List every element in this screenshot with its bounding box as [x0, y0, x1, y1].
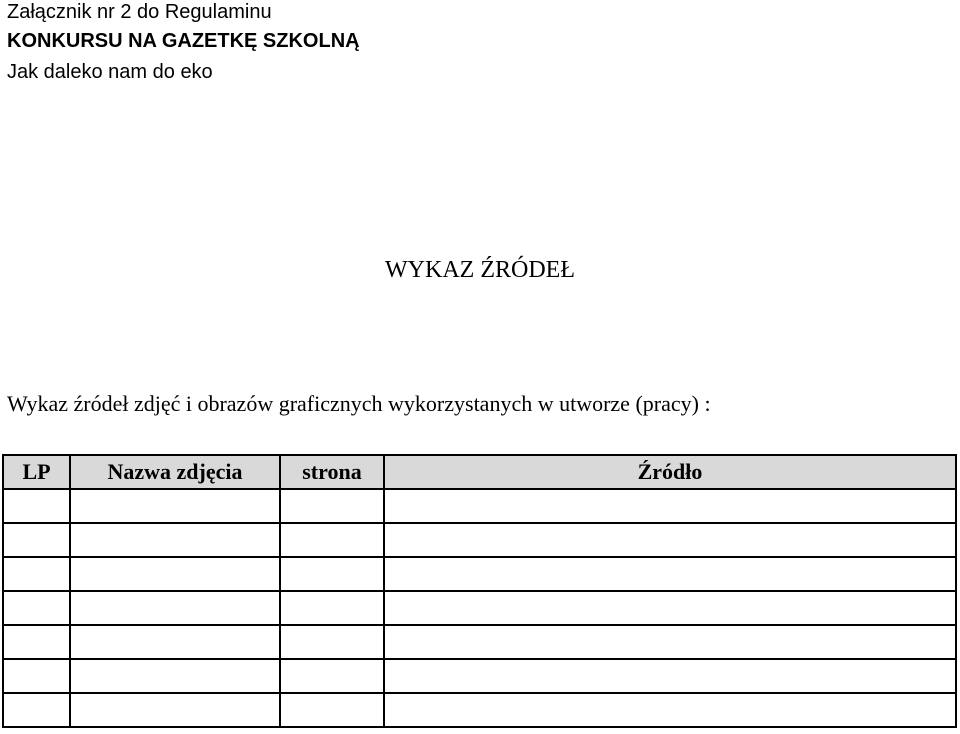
- cell-lp: [3, 523, 70, 557]
- cell-lp: [3, 659, 70, 693]
- column-header-source: Źródło: [384, 455, 956, 489]
- cell-page: [280, 625, 384, 659]
- column-header-photo-name: Nazwa zdjęcia: [70, 455, 280, 489]
- cell-lp: [3, 591, 70, 625]
- cell-photo-name: [70, 625, 280, 659]
- cell-source: [384, 557, 956, 591]
- cell-page: [280, 693, 384, 727]
- table-row: [3, 523, 956, 557]
- cell-source: [384, 489, 956, 523]
- annex-label: Załącznik nr 2 do Regulaminu: [7, 1, 272, 23]
- cell-lp: [3, 693, 70, 727]
- column-header-lp: LP: [3, 455, 70, 489]
- cell-photo-name: [70, 659, 280, 693]
- cell-source: [384, 659, 956, 693]
- cell-source: [384, 625, 956, 659]
- document-title: WYKAZ ŹRÓDEŁ: [385, 257, 575, 283]
- sources-table: [2, 454, 957, 728]
- table-row: [3, 659, 956, 693]
- table-row: [3, 489, 956, 523]
- cell-page: [280, 557, 384, 591]
- cell-source: [384, 523, 956, 557]
- intro-text: Wykaz źródeł zdjęć i obrazów graficznych wykorzystanych w utworze (pracy) :: [7, 391, 711, 416]
- cell-page: [280, 591, 384, 625]
- table-header-row: [3, 455, 956, 489]
- cell-photo-name: [70, 591, 280, 625]
- cell-source: [384, 591, 956, 625]
- cell-page: [280, 489, 384, 523]
- cell-lp: [3, 489, 70, 523]
- table-row: [3, 693, 956, 727]
- cell-lp: [3, 625, 70, 659]
- contest-theme: Jak daleko nam do eko: [7, 61, 213, 83]
- table-row: [3, 625, 956, 659]
- table-row: [3, 591, 956, 625]
- cell-photo-name: [70, 557, 280, 591]
- column-header-page: strona: [280, 455, 384, 489]
- cell-photo-name: [70, 523, 280, 557]
- cell-source: [384, 693, 956, 727]
- table-row: [3, 557, 956, 591]
- cell-photo-name: [70, 489, 280, 523]
- cell-page: [280, 659, 384, 693]
- cell-page: [280, 523, 384, 557]
- cell-lp: [3, 557, 70, 591]
- cell-photo-name: [70, 693, 280, 727]
- contest-title: KONKURSU NA GAZETKĘ SZKOLNĄ: [7, 30, 360, 52]
- table-body: [3, 489, 956, 727]
